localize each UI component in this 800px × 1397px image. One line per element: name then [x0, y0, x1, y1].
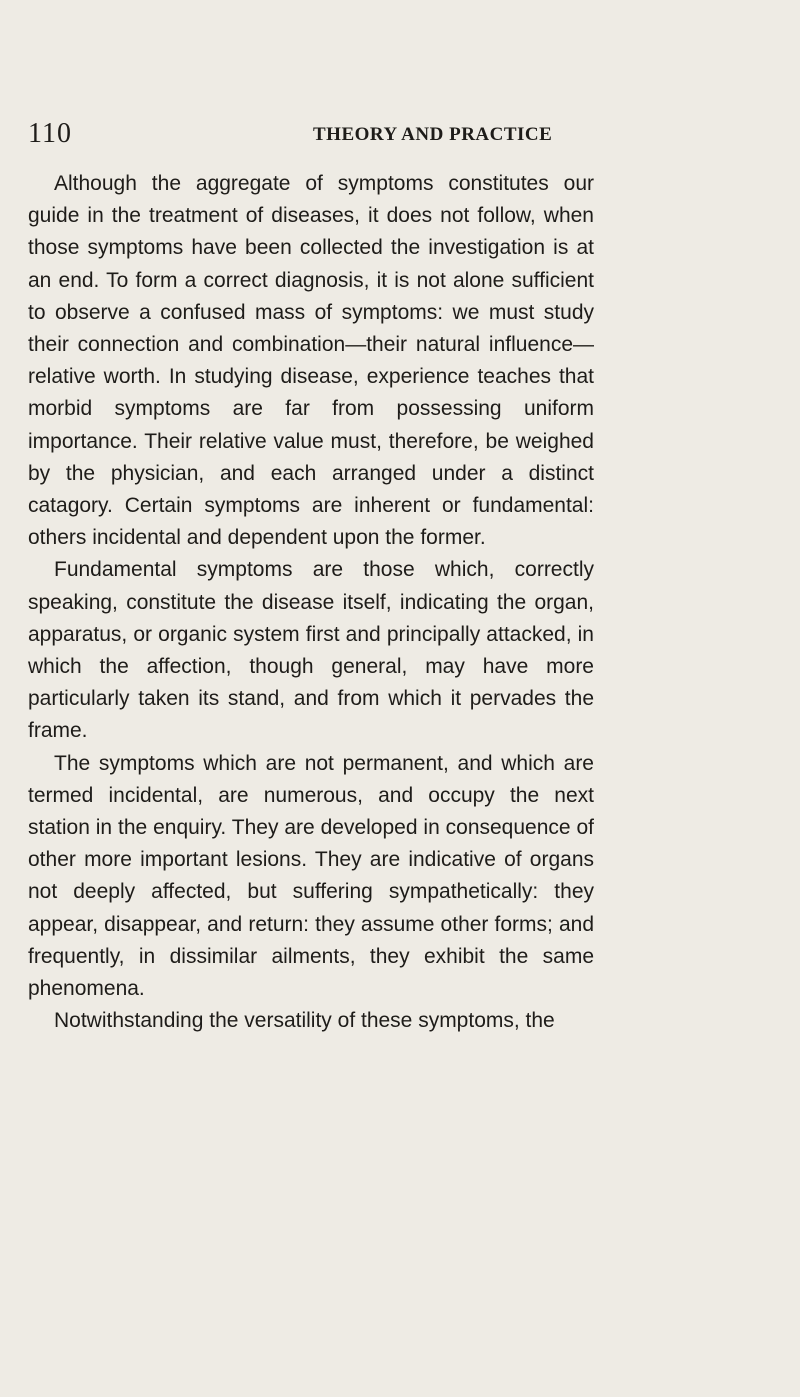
paragraph-fundamental-symptoms: Fundamental symptoms are those which, correctly speaking, constitute the disease itself, indicating the organ, apparatus, or organic system first and principally attacked, in which the affection, though general, may have more particularly taken its stand, and from which it pervades the frame. — [28, 558, 594, 743]
body-text — [28, 168, 594, 1037]
page-number: 110 — [28, 118, 72, 149]
running-head — [28, 118, 584, 148]
running-head-title: THEORY AND PRACTICE — [313, 124, 553, 145]
paragraph-incidental-symptoms: The symptoms which are not permanent, and which are termed incidental, are numerous, and occupy the next station in the enquiry. They are developed in consequence of other more important lesions. They are indicative of organs not deeply affected, but suffering sympathetically: they appear, disappear, and return: they assume other forms; and frequently, in dissimilar ailments, they exhibit the same phenomena. — [28, 751, 594, 1001]
paragraph-notwithstanding: Notwithstanding the versatility of these symptoms, the — [54, 1009, 555, 1033]
paragraph-aggregate-of-symptoms: Although the aggregate of symptoms constitutes our guide in the treatment of diseases, it does not follow, when those symptoms have been collected the investigation is at an end. To form a correct diagnosis, it is not alone sufficient to observe a confused mass of symptoms: we must study their connection and combination—their natural influence—relative worth. In studying disease, experience teaches that morbid symptoms are far from possessing uniform importance. Their relative value must, therefore, be weighed by the physician, and each arranged under a distinct catagory. Certain symptoms are inherent or fundamental: others incidental and dependent upon the former. — [28, 172, 594, 550]
